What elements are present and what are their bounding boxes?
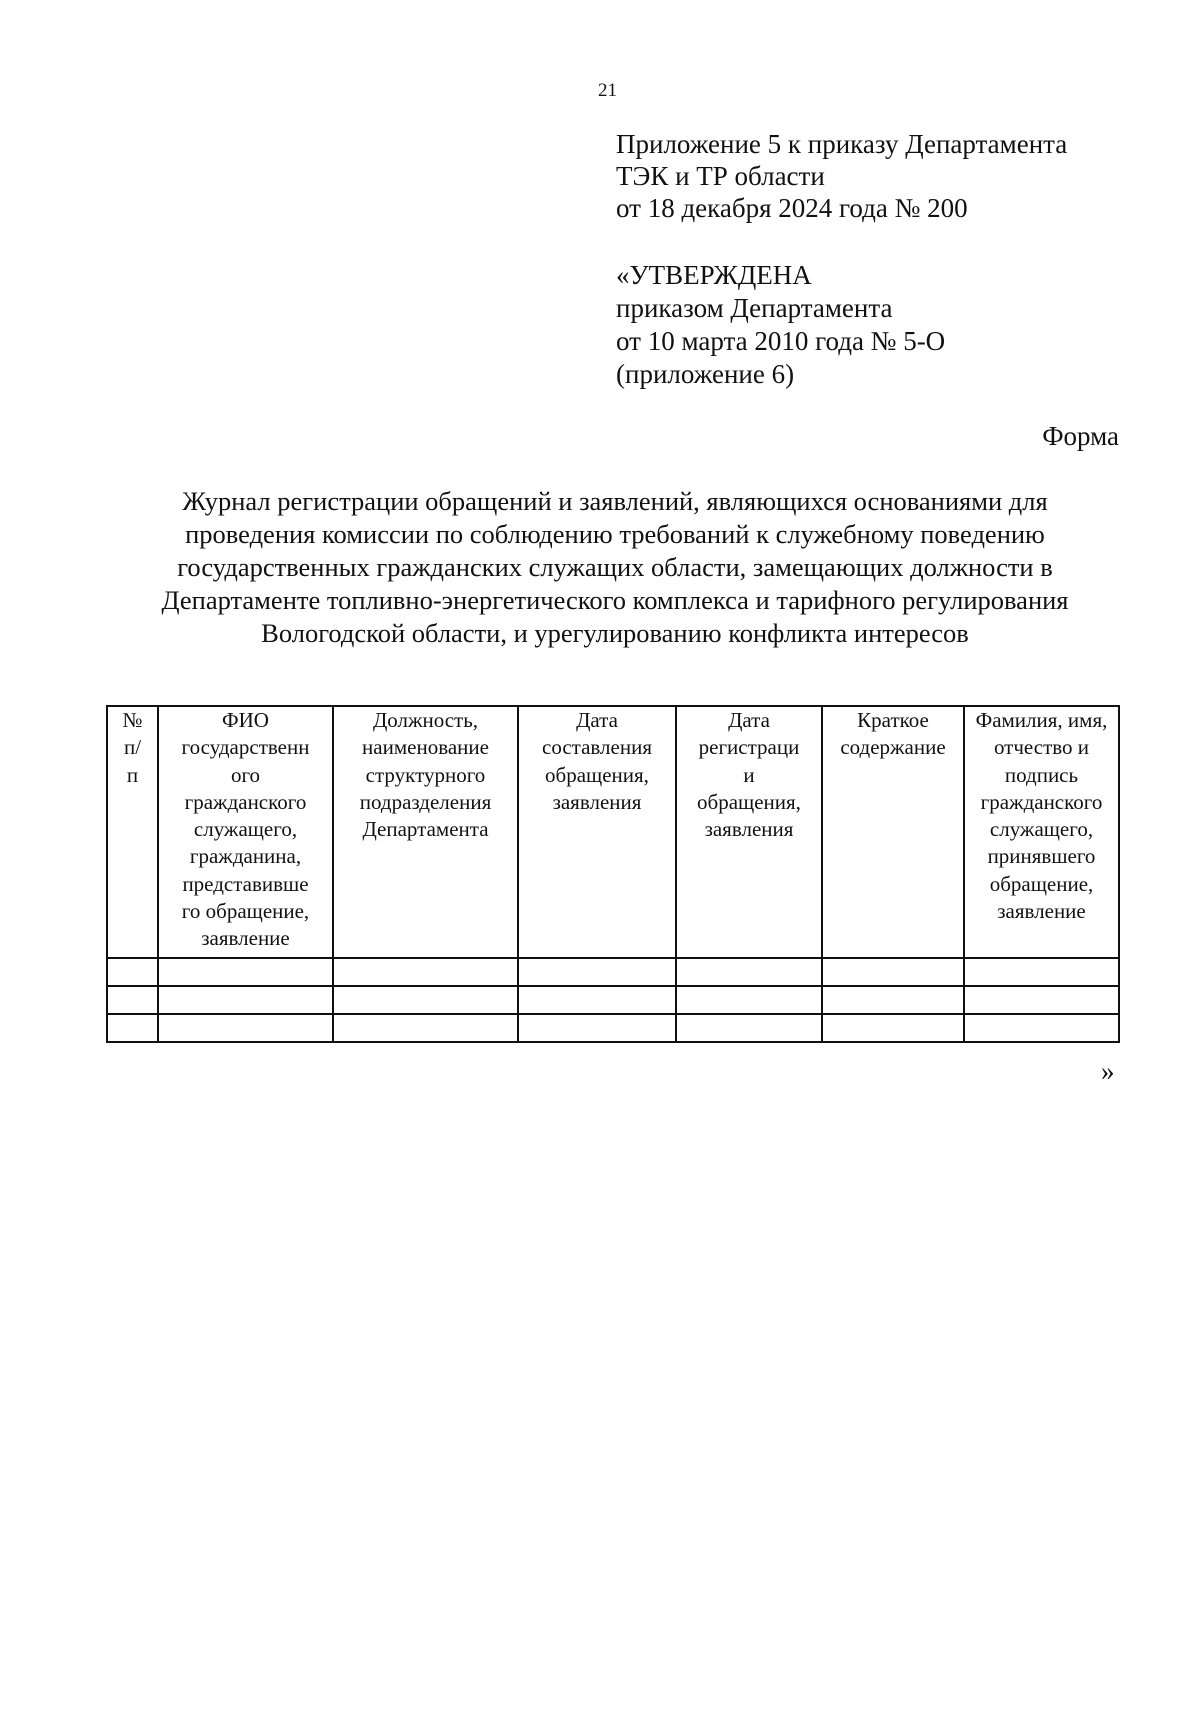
appendix-line: Приложение 5 к приказу Департамента [616, 129, 1068, 159]
form-label: Форма [1042, 421, 1119, 451]
journal-title-line: Журнал регистрации обращений и заявлений, являющихся основаниями для [182, 486, 1048, 516]
empty-table-cell [676, 958, 822, 986]
empty-table-cell [158, 1014, 333, 1042]
empty-table-cell [964, 1014, 1119, 1042]
appendix-reference [616, 128, 1067, 224]
header-text-line: регистраци [698, 735, 800, 760]
header-text-line: и [743, 762, 755, 787]
header-text-line: Дата [576, 708, 618, 732]
empty-table-cell [333, 1014, 518, 1042]
registration-journal-table [106, 705, 1120, 1043]
journal-title [100, 485, 1130, 650]
header-text-line: гражданского [980, 789, 1103, 814]
header-text-line: обращения, [697, 789, 801, 814]
header-compose-date-cell [518, 706, 676, 958]
header-text-line: наименование [362, 735, 489, 760]
header-text-line: № [122, 708, 143, 732]
table-row [107, 986, 1119, 1014]
header-position-cell [333, 706, 518, 958]
appendix-line: ТЭК и ТР области [616, 161, 825, 191]
approved-line: приказом Департамента [616, 293, 893, 323]
header-text-line: заявление [997, 899, 1086, 924]
header-text-line: подпись [1004, 762, 1079, 787]
header-text-line: государственн [181, 735, 310, 760]
header-text-line: Должность, [372, 708, 479, 732]
approval-stamp-text [616, 259, 945, 391]
header-text-line: го обращение, [181, 899, 310, 924]
header-text-line: ого [230, 762, 261, 787]
empty-table-cell [822, 1014, 964, 1042]
header-text-line: обращение, [989, 871, 1094, 896]
header-text-line: подразделения [359, 789, 492, 814]
empty-table-cell [158, 986, 333, 1014]
header-text-line: структурного [365, 762, 486, 787]
empty-table-cell [107, 986, 158, 1014]
empty-table-cell [518, 958, 676, 986]
empty-table-cell [107, 958, 158, 986]
approved-line: от 10 марта 2010 года № 5-О [616, 326, 946, 356]
empty-table-cell [964, 958, 1119, 986]
header-text-line: принявшего [987, 844, 1096, 869]
header-text-line: представивше [182, 871, 309, 896]
journal-title-line: государственных гражданских служащих области, замещающих должности в [177, 552, 1053, 582]
header-text-line: отчество и [993, 735, 1090, 760]
header-text-line: гражданского [184, 789, 307, 814]
header-text-line: обращения, [545, 762, 649, 787]
approved-line: (приложение 6) [616, 359, 795, 389]
empty-table-cell [158, 958, 333, 986]
empty-table-cell [964, 986, 1119, 1014]
header-text-line: заявление [201, 926, 290, 951]
table-row [107, 958, 1119, 986]
empty-table-cell [822, 958, 964, 986]
header-text-line: Фамилия, имя, [975, 708, 1108, 732]
empty-table-cell [333, 986, 518, 1014]
header-text-line: служащего, [989, 817, 1094, 842]
empty-table-cell [676, 1014, 822, 1042]
empty-table-cell [107, 1014, 158, 1042]
header-text-line: п/ [123, 735, 142, 760]
journal-title-line: проведения комиссии по соблюдению требований к служебному поведению [185, 519, 1045, 549]
table-header-row [107, 706, 1119, 958]
appendix-line: от 18 декабря 2024 года № 200 [616, 193, 968, 223]
header-receiver-cell [964, 706, 1119, 958]
header-text-line: Дата [728, 708, 770, 732]
header-text-line: служащего, [193, 817, 298, 842]
empty-table-cell [518, 986, 676, 1014]
header-summary-cell [822, 706, 964, 958]
journal-title-line: Департаменте топливно-энергетического комплекса и тарифного регулирования [161, 585, 1069, 615]
header-text-line: Департамента [362, 817, 489, 842]
header-number-cell [107, 706, 158, 958]
empty-table-cell [822, 986, 964, 1014]
header-text-line: гражданина, [189, 844, 302, 869]
header-text-line: п [126, 762, 139, 787]
header-text-line: Краткое [857, 708, 929, 732]
empty-table-cell [676, 986, 822, 1014]
approved-line: «УТВЕРЖДЕНА [616, 260, 812, 290]
header-fio-cell [158, 706, 333, 958]
journal-title-line: Вологодской области, и урегулированию конфликта интересов [261, 618, 969, 648]
table-row [107, 1014, 1119, 1042]
header-text-line: составления [542, 735, 652, 760]
closing-quote: » [1101, 1056, 1115, 1086]
header-registration-date-cell [676, 706, 822, 958]
empty-table-cell [518, 1014, 676, 1042]
header-text-line: заявления [704, 817, 794, 842]
empty-table-cell [333, 958, 518, 986]
header-text-line: ФИО [222, 708, 269, 732]
header-text-line: заявления [552, 789, 642, 814]
page-number: 21 [598, 80, 617, 101]
header-text-line: содержание [840, 735, 946, 760]
